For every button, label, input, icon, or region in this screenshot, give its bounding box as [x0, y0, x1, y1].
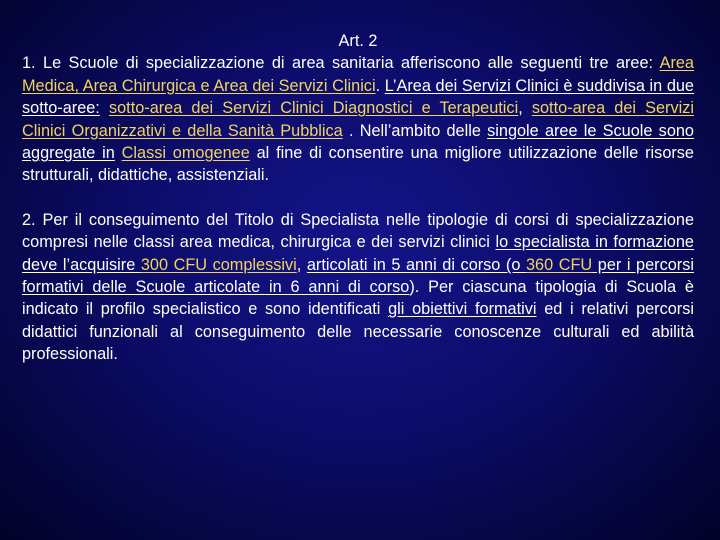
- article-title: Art. 2: [338, 32, 378, 50]
- p2-text: ). Per ciascuna tipologia di Scuola è indicato il profilo specialistico e sono identificati: [22, 278, 694, 319]
- p1-text: 1. Le Scuole di specializzazione di area sanitaria afferiscono alle seguenti tre aree:: [22, 54, 660, 73]
- p2-underlined-text: lo specialista in formazione deve l’acquisire: [22, 233, 694, 274]
- p1-underlined-text: singole aree le Scuole sono aggregate in: [22, 121, 694, 163]
- p1-text: al fine di consentire una migliore utilizzazione delle risorse strutturali, didattiche, assistenziali.: [22, 144, 694, 185]
- p2-text: 2. Per il conseguimento del Titolo di Specialista nelle tipologie di corsi di specializzazione compresi nelle classi area medica, chirurgica e dei servizi clinici: [22, 210, 694, 252]
- p2-underlined-text: articolati in 5 anni di corso (o: [306, 255, 526, 274]
- p1-text: [115, 144, 122, 162]
- p2-text: ed i relativi percorsi didattici funzionali al conseguimento delle necessarie conoscenze culturali ed abilità professionali.: [22, 300, 694, 364]
- paragraph-1: [22, 52, 694, 186]
- p1-text: [100, 99, 109, 117]
- slide-content: [22, 30, 694, 366]
- p2-text: ,: [296, 255, 307, 274]
- p1-areas-highlight: Area Medica, Area Chirurgica e Area dei Servizi Clinici: [22, 54, 694, 95]
- p1-underlined-text: L’Area dei Servizi Clinici è suddivisa in due sotto-aree:: [22, 76, 694, 118]
- p1-classi-omogenee-highlight: Classi omogenee: [121, 144, 250, 163]
- paragraph-2: [22, 209, 694, 366]
- p1-text: ,: [518, 99, 532, 118]
- p1-text: . Nell’ambito delle: [342, 121, 488, 140]
- p1-text: .: [375, 76, 385, 95]
- p2-360-cfu-highlight: 360 CFU: [525, 255, 593, 274]
- p1-subarea-diagnostic-highlight: sotto-area dei Servizi Clinici Diagnostici e Terapeutici: [108, 99, 519, 118]
- p2-300-cfu-highlight: 300 CFU complessivi: [140, 255, 297, 274]
- p2-underlined-text: per i percorsi formativi delle Scuole articolate in 6 anni di corso: [22, 255, 694, 297]
- p1-subarea-organizational-highlight: sotto-area dei Servizi Clinici Organizzativi e della Sanità Pubblica: [22, 99, 694, 140]
- p2-underlined-text: gli obiettivi formativi: [388, 300, 537, 319]
